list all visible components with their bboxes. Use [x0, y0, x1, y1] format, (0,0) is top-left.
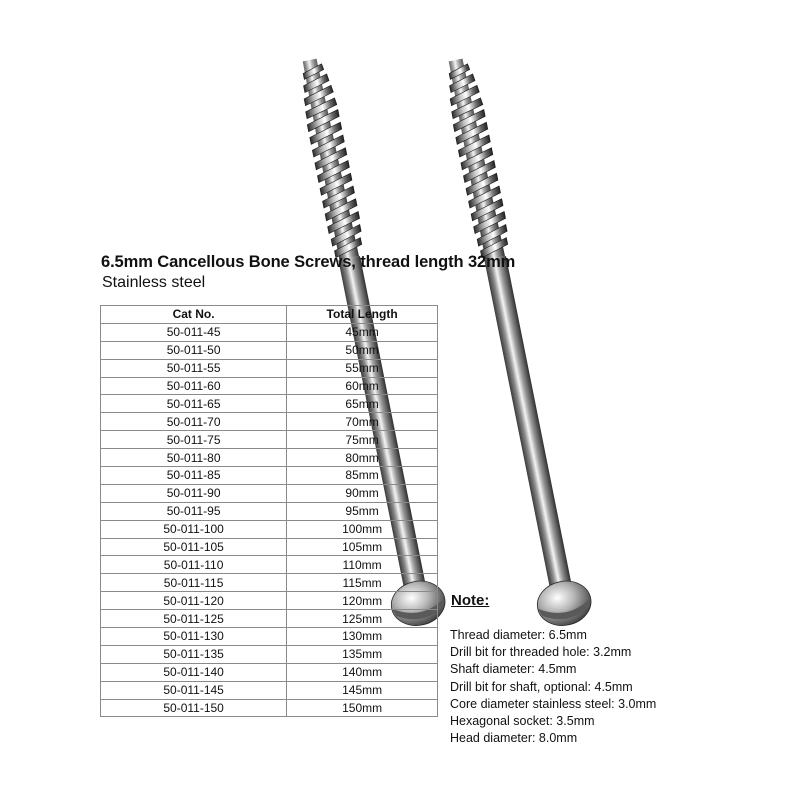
cell-cat-no: 50-011-120 — [101, 592, 287, 610]
cell-total-length: 100mm — [287, 520, 438, 538]
cell-total-length: 135mm — [287, 645, 438, 663]
table-row — [101, 628, 438, 646]
table-row — [101, 592, 438, 610]
table-row — [101, 610, 438, 628]
cell-total-length: 95mm — [287, 502, 438, 520]
table-body — [101, 323, 438, 717]
table-row — [101, 681, 438, 699]
cell-total-length: 105mm — [287, 538, 438, 556]
table-row — [101, 449, 438, 467]
table-row — [101, 699, 438, 717]
cell-cat-no: 50-011-130 — [101, 628, 287, 646]
note-item: Drill bit for shaft, optional: 4.5mm — [450, 679, 633, 694]
cell-total-length: 110mm — [287, 556, 438, 574]
note-item: Thread diameter: 6.5mm — [450, 628, 587, 642]
cell-cat-no: 50-011-140 — [101, 663, 287, 681]
note-item: Head diameter: 8.0mm — [450, 731, 578, 746]
table-row — [101, 645, 438, 663]
table-row — [101, 341, 438, 359]
table-row — [101, 395, 438, 413]
table-row — [101, 663, 438, 681]
table-header-row — [101, 306, 438, 324]
cell-total-length: 50mm — [287, 341, 438, 359]
note-item: Core diameter stainless steel: 3.0mm — [450, 696, 657, 711]
cell-cat-no: 50-011-145 — [101, 681, 287, 699]
cell-cat-no: 50-011-135 — [101, 645, 287, 663]
cell-total-length: 70mm — [287, 413, 438, 431]
cell-total-length: 85mm — [287, 467, 438, 485]
cell-total-length: 125mm — [287, 610, 438, 628]
table-row — [101, 323, 438, 341]
cell-cat-no: 50-011-125 — [101, 610, 287, 628]
cell-cat-no: 50-011-55 — [101, 359, 287, 377]
column-header-total-length: Total Length — [287, 306, 438, 324]
cell-total-length: 120mm — [287, 592, 438, 610]
cell-cat-no: 50-011-150 — [101, 699, 287, 717]
table-row — [101, 538, 438, 556]
cell-cat-no: 50-011-100 — [101, 520, 287, 538]
right-screw — [429, 55, 595, 630]
cell-cat-no: 50-011-110 — [101, 556, 287, 574]
column-header-cat-no: Cat No. — [101, 306, 287, 324]
cell-cat-no: 50-011-45 — [101, 323, 287, 341]
note-list — [450, 627, 656, 747]
cell-cat-no: 50-011-90 — [101, 484, 287, 502]
cell-cat-no: 50-011-65 — [101, 395, 287, 413]
cell-total-length: 65mm — [287, 395, 438, 413]
cell-total-length: 90mm — [287, 484, 438, 502]
cell-total-length: 130mm — [287, 628, 438, 646]
table-row — [101, 502, 438, 520]
note-item: Drill bit for threaded hole: 3.2mm — [450, 645, 632, 660]
cell-cat-no: 50-011-60 — [101, 377, 287, 395]
table-row — [101, 377, 438, 395]
cell-cat-no: 50-011-95 — [101, 502, 287, 520]
cell-cat-no: 50-011-50 — [101, 341, 287, 359]
table-row — [101, 431, 438, 449]
table-row — [101, 359, 438, 377]
note-heading: Note: — [451, 592, 490, 609]
table-row — [101, 484, 438, 502]
cell-cat-no: 50-011-115 — [101, 574, 287, 592]
table-row — [101, 413, 438, 431]
cell-total-length: 80mm — [287, 449, 438, 467]
cell-total-length: 115mm — [287, 574, 438, 592]
cell-total-length: 145mm — [287, 681, 438, 699]
note-item: Shaft diameter: 4.5mm — [450, 662, 577, 677]
cell-cat-no: 50-011-80 — [101, 449, 287, 467]
cell-total-length: 140mm — [287, 663, 438, 681]
cell-total-length: 45mm — [287, 323, 438, 341]
cell-cat-no: 50-011-70 — [101, 413, 287, 431]
table-row — [101, 574, 438, 592]
cell-cat-no: 50-011-75 — [101, 431, 287, 449]
note-item: Hexagonal socket: 3.5mm — [450, 714, 595, 729]
table-row — [101, 556, 438, 574]
cell-cat-no: 50-011-105 — [101, 538, 287, 556]
cell-total-length: 55mm — [287, 359, 438, 377]
product-material: Stainless steel — [102, 274, 206, 291]
catalogue-table — [100, 305, 438, 717]
table-row — [101, 520, 438, 538]
cell-cat-no: 50-011-85 — [101, 467, 287, 485]
product-title: 6.5mm Cancellous Bone Screws, thread length 32mm — [101, 253, 516, 271]
cell-total-length: 60mm — [287, 377, 438, 395]
cell-total-length: 75mm — [287, 431, 438, 449]
table-row — [101, 467, 438, 485]
cell-total-length: 150mm — [287, 699, 438, 717]
